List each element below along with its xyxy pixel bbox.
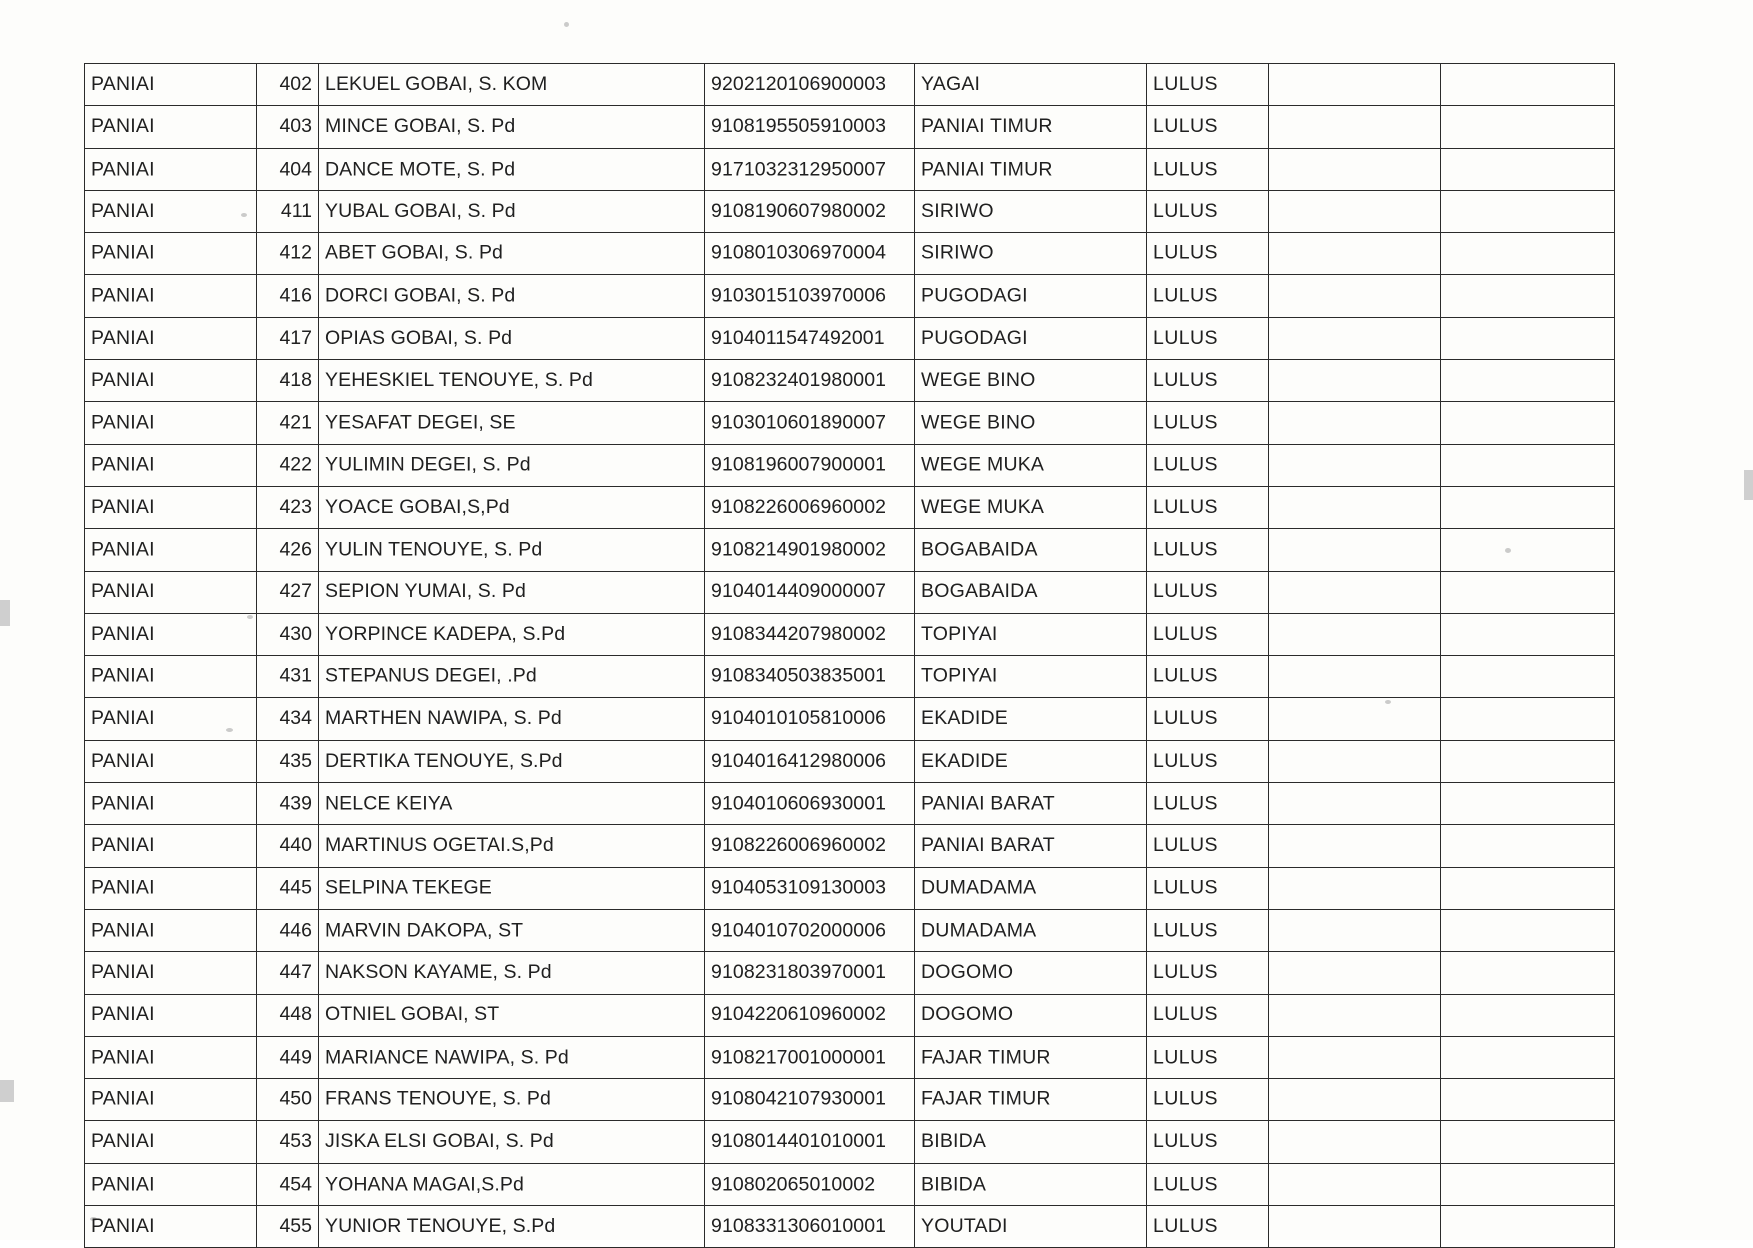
- cell-nik: 9108014401010001: [705, 1121, 915, 1163]
- cell-status: LULUS: [1147, 232, 1269, 274]
- cell-region: PANIAI: [85, 402, 257, 444]
- cell-region: PANIAI: [85, 317, 257, 359]
- cell-blank-1: [1269, 740, 1441, 782]
- cell-name: YORPINCE KADEPA, S.Pd: [319, 613, 705, 655]
- cell-district: DOGOMO: [915, 952, 1147, 994]
- cell-district: WEGE BINO: [915, 360, 1147, 402]
- cell-blank-1: [1269, 867, 1441, 909]
- applicant-results-table-container: [84, 63, 1614, 1248]
- cell-status: LULUS: [1147, 613, 1269, 655]
- cell-status: LULUS: [1147, 486, 1269, 528]
- cell-number: 445: [257, 867, 319, 909]
- cell-nik: 9103010601890007: [705, 402, 915, 444]
- cell-district: PANIAI BARAT: [915, 783, 1147, 825]
- cell-nik: 9104010702000006: [705, 910, 915, 952]
- cell-name: YESAFAT DEGEI, SE: [319, 402, 705, 444]
- cell-region: PANIAI: [85, 444, 257, 486]
- cell-name: SELPINA TEKEGE: [319, 867, 705, 909]
- cell-status: LULUS: [1147, 698, 1269, 740]
- cell-district: DUMADAMA: [915, 867, 1147, 909]
- scan-speck: [564, 22, 569, 27]
- cell-district: EKADIDE: [915, 698, 1147, 740]
- cell-region: PANIAI: [85, 1164, 257, 1206]
- cell-blank-1: [1269, 486, 1441, 528]
- cell-region: PANIAI: [85, 148, 257, 190]
- table-row: [85, 909, 1615, 951]
- cell-district: FAJAR TIMUR: [915, 1037, 1147, 1079]
- cell-district: PUGODAGI: [915, 275, 1147, 317]
- cell-region: PANIAI: [85, 232, 257, 274]
- table-row: [85, 1079, 1615, 1121]
- cell-blank-2: [1441, 529, 1615, 571]
- cell-blank-2: [1441, 571, 1615, 613]
- cell-number: 449: [257, 1037, 319, 1079]
- cell-number: 411: [257, 190, 319, 232]
- cell-name: FRANS TENOUYE, S. Pd: [319, 1078, 705, 1120]
- cell-region: PANIAI: [85, 783, 257, 825]
- cell-region: PANIAI: [85, 613, 257, 655]
- cell-region: PANIAI: [85, 190, 257, 232]
- cell-region: PANIAI: [85, 1206, 257, 1248]
- cell-blank-1: [1269, 952, 1441, 994]
- cell-status: LULUS: [1147, 1037, 1269, 1079]
- cell-blank-1: [1269, 64, 1441, 106]
- cell-nik: 9108232401980001: [705, 360, 915, 402]
- cell-nik: 9104220610960002: [705, 994, 915, 1036]
- cell-district: PANIAI TIMUR: [915, 148, 1147, 190]
- cell-status: LULUS: [1147, 64, 1269, 106]
- cell-district: BIBIDA: [915, 1164, 1147, 1206]
- cell-nik: 9104053109130003: [705, 867, 915, 909]
- cell-region: PANIAI: [85, 1078, 257, 1120]
- cell-number: 435: [257, 740, 319, 782]
- cell-region: PANIAI: [85, 360, 257, 402]
- cell-district: YOUTADI: [915, 1206, 1147, 1248]
- cell-district: TOPIYAI: [915, 613, 1147, 655]
- cell-blank-2: [1441, 613, 1615, 655]
- cell-district: PANIAI BARAT: [915, 825, 1147, 867]
- cell-blank-1: [1269, 1206, 1441, 1248]
- cell-district: WEGE MUKA: [915, 444, 1147, 486]
- cell-blank-1: [1269, 698, 1441, 740]
- cell-blank-1: [1269, 1164, 1441, 1206]
- table-row: [85, 486, 1615, 528]
- cell-blank-2: [1441, 655, 1615, 697]
- cell-blank-2: [1441, 317, 1615, 359]
- cell-region: PANIAI: [85, 867, 257, 909]
- cell-blank-1: [1269, 190, 1441, 232]
- cell-district: PUGODAGI: [915, 317, 1147, 359]
- cell-status: LULUS: [1147, 910, 1269, 952]
- table-row: [85, 402, 1615, 444]
- cell-name: NELCE KEIYA: [319, 783, 705, 825]
- cell-number: 427: [257, 571, 319, 613]
- cell-name: DANCE MOTE, S. Pd: [319, 148, 705, 190]
- cell-blank-1: [1269, 317, 1441, 359]
- table-row: [85, 1206, 1615, 1248]
- cell-blank-2: [1441, 486, 1615, 528]
- cell-name: YUBAL GOBAI, S. Pd: [319, 190, 705, 232]
- cell-blank-2: [1441, 275, 1615, 317]
- cell-name: YOHANA MAGAI,S.Pd: [319, 1164, 705, 1206]
- cell-number: 450: [257, 1078, 319, 1120]
- cell-district: BIBIDA: [915, 1121, 1147, 1163]
- cell-number: 416: [257, 275, 319, 317]
- cell-name: MINCE GOBAI, S. Pd: [319, 106, 705, 148]
- cell-nik: 9108010306970004: [705, 232, 915, 274]
- cell-name: MARIANCE NAWIPA, S. Pd: [319, 1037, 705, 1079]
- cell-number: 440: [257, 825, 319, 867]
- cell-status: LULUS: [1147, 275, 1269, 317]
- cell-name: DORCI GOBAI, S. Pd: [319, 275, 705, 317]
- cell-nik: 9108217001000001: [705, 1037, 915, 1079]
- cell-status: LULUS: [1147, 1206, 1269, 1248]
- cell-status: LULUS: [1147, 571, 1269, 613]
- cell-status: LULUS: [1147, 360, 1269, 402]
- cell-region: PANIAI: [85, 64, 257, 106]
- cell-name: YULIMIN DEGEI, S. Pd: [319, 444, 705, 486]
- table-row: [85, 994, 1615, 1036]
- cell-blank-2: [1441, 190, 1615, 232]
- applicant-results-table: [84, 63, 1615, 1248]
- cell-region: PANIAI: [85, 571, 257, 613]
- cell-district: DUMADAMA: [915, 910, 1147, 952]
- cell-blank-1: [1269, 613, 1441, 655]
- cell-blank-1: [1269, 232, 1441, 274]
- cell-nik: 9202120106900003: [705, 64, 915, 106]
- cell-blank-2: [1441, 64, 1615, 106]
- table-row: [85, 783, 1615, 825]
- cell-blank-2: [1441, 994, 1615, 1036]
- table-row: [85, 1036, 1615, 1078]
- cell-region: PANIAI: [85, 486, 257, 528]
- table-row: [85, 867, 1615, 909]
- cell-status: LULUS: [1147, 825, 1269, 867]
- cell-blank-1: [1269, 148, 1441, 190]
- cell-district: BOGABAIDA: [915, 529, 1147, 571]
- cell-number: 402: [257, 64, 319, 106]
- cell-status: LULUS: [1147, 655, 1269, 697]
- cell-nik: 9108331306010001: [705, 1206, 915, 1248]
- cell-blank-2: [1441, 1121, 1615, 1163]
- cell-status: LULUS: [1147, 190, 1269, 232]
- cell-blank-1: [1269, 783, 1441, 825]
- table-row: [85, 529, 1615, 571]
- cell-blank-2: [1441, 148, 1615, 190]
- cell-blank-2: [1441, 1037, 1615, 1079]
- cell-district: WEGE BINO: [915, 402, 1147, 444]
- cell-blank-1: [1269, 1078, 1441, 1120]
- cell-blank-1: [1269, 444, 1441, 486]
- cell-number: 412: [257, 232, 319, 274]
- cell-region: PANIAI: [85, 740, 257, 782]
- cell-name: YEHESKIEL TENOUYE, S. Pd: [319, 360, 705, 402]
- cell-nik: 9108340503835001: [705, 655, 915, 697]
- table-row: [85, 190, 1615, 232]
- cell-number: 404: [257, 148, 319, 190]
- cell-status: LULUS: [1147, 444, 1269, 486]
- cell-nik: 9104014409000007: [705, 571, 915, 613]
- cell-blank-2: [1441, 867, 1615, 909]
- cell-status: LULUS: [1147, 402, 1269, 444]
- cell-name: YULIN TENOUYE, S. Pd: [319, 529, 705, 571]
- cell-blank-1: [1269, 994, 1441, 1036]
- cell-blank-1: [1269, 402, 1441, 444]
- table-row: [85, 1121, 1615, 1163]
- cell-number: 454: [257, 1164, 319, 1206]
- cell-name: MARTINUS OGETAI.S,Pd: [319, 825, 705, 867]
- cell-name: YOACE GOBAI,S,Pd: [319, 486, 705, 528]
- table-row: [85, 233, 1615, 275]
- cell-status: LULUS: [1147, 1164, 1269, 1206]
- cell-blank-1: [1269, 655, 1441, 697]
- cell-status: LULUS: [1147, 783, 1269, 825]
- table-row: [85, 148, 1615, 190]
- table-row: [85, 106, 1615, 148]
- cell-blank-2: [1441, 783, 1615, 825]
- cell-district: PANIAI TIMUR: [915, 106, 1147, 148]
- cell-nik: 9108214901980002: [705, 529, 915, 571]
- table-row: [85, 952, 1615, 994]
- cell-number: 446: [257, 910, 319, 952]
- table-row: [85, 656, 1615, 698]
- cell-number: 434: [257, 698, 319, 740]
- cell-region: PANIAI: [85, 106, 257, 148]
- cell-status: LULUS: [1147, 529, 1269, 571]
- cell-blank-2: [1441, 952, 1615, 994]
- cell-region: PANIAI: [85, 952, 257, 994]
- table-row: [85, 740, 1615, 782]
- cell-nik: 9108196007900001: [705, 444, 915, 486]
- cell-status: LULUS: [1147, 1078, 1269, 1120]
- cell-number: 422: [257, 444, 319, 486]
- cell-nik: 9103015103970006: [705, 275, 915, 317]
- cell-number: 453: [257, 1121, 319, 1163]
- cell-name: JISKA ELSI GOBAI, S. Pd: [319, 1121, 705, 1163]
- cell-number: 448: [257, 994, 319, 1036]
- cell-nik: 9108190607980002: [705, 190, 915, 232]
- cell-status: LULUS: [1147, 952, 1269, 994]
- cell-region: PANIAI: [85, 825, 257, 867]
- table-row: [85, 275, 1615, 317]
- cell-blank-2: [1441, 698, 1615, 740]
- cell-nik: 9104010606930001: [705, 783, 915, 825]
- cell-nik: 9104016412980006: [705, 740, 915, 782]
- cell-blank-2: [1441, 444, 1615, 486]
- cell-name: MARTHEN NAWIPA, S. Pd: [319, 698, 705, 740]
- scan-edge-mark: [0, 1080, 14, 1102]
- cell-blank-2: [1441, 740, 1615, 782]
- table-body: [85, 64, 1615, 1248]
- cell-number: 418: [257, 360, 319, 402]
- cell-name: MARVIN DAKOPA, ST: [319, 910, 705, 952]
- cell-nik: 9108042107930001: [705, 1078, 915, 1120]
- cell-status: LULUS: [1147, 867, 1269, 909]
- cell-nik: 9104011547492001: [705, 317, 915, 359]
- cell-nik: 9108226006960002: [705, 486, 915, 528]
- cell-district: YAGAI: [915, 64, 1147, 106]
- cell-blank-1: [1269, 571, 1441, 613]
- cell-region: PANIAI: [85, 275, 257, 317]
- cell-blank-2: [1441, 360, 1615, 402]
- cell-district: TOPIYAI: [915, 655, 1147, 697]
- cell-nik: 9108195505910003: [705, 106, 915, 148]
- cell-name: ABET GOBAI, S. Pd: [319, 232, 705, 274]
- table-row: [85, 825, 1615, 867]
- cell-blank-1: [1269, 275, 1441, 317]
- cell-number: 431: [257, 655, 319, 697]
- cell-blank-2: [1441, 402, 1615, 444]
- cell-status: LULUS: [1147, 317, 1269, 359]
- cell-blank-2: [1441, 1206, 1615, 1248]
- cell-region: PANIAI: [85, 529, 257, 571]
- cell-blank-1: [1269, 360, 1441, 402]
- cell-number: 439: [257, 783, 319, 825]
- table-row: [85, 571, 1615, 613]
- cell-blank-1: [1269, 106, 1441, 148]
- cell-name: OPIAS GOBAI, S. Pd: [319, 317, 705, 359]
- cell-status: LULUS: [1147, 148, 1269, 190]
- cell-number: 403: [257, 106, 319, 148]
- table-row: [85, 317, 1615, 359]
- cell-nik: 910802065010002: [705, 1164, 915, 1206]
- cell-number: 421: [257, 402, 319, 444]
- cell-blank-2: [1441, 232, 1615, 274]
- cell-name: NAKSON KAYAME, S. Pd: [319, 952, 705, 994]
- cell-district: EKADIDE: [915, 740, 1147, 782]
- cell-nik: 9171032312950007: [705, 148, 915, 190]
- cell-blank-1: [1269, 1121, 1441, 1163]
- cell-nik: 9104010105810006: [705, 698, 915, 740]
- cell-status: LULUS: [1147, 1121, 1269, 1163]
- cell-blank-1: [1269, 910, 1441, 952]
- cell-nik: 9108231803970001: [705, 952, 915, 994]
- cell-region: PANIAI: [85, 910, 257, 952]
- cell-name: OTNIEL GOBAI, ST: [319, 994, 705, 1036]
- cell-status: LULUS: [1147, 106, 1269, 148]
- cell-district: SIRIWO: [915, 232, 1147, 274]
- cell-blank-2: [1441, 825, 1615, 867]
- table-row: [85, 1163, 1615, 1205]
- cell-number: 423: [257, 486, 319, 528]
- cell-district: SIRIWO: [915, 190, 1147, 232]
- cell-blank-2: [1441, 106, 1615, 148]
- cell-status: LULUS: [1147, 994, 1269, 1036]
- cell-region: PANIAI: [85, 655, 257, 697]
- table-row: [85, 613, 1615, 655]
- cell-number: 455: [257, 1206, 319, 1248]
- cell-region: PANIAI: [85, 994, 257, 1036]
- cell-blank-2: [1441, 910, 1615, 952]
- cell-district: BOGABAIDA: [915, 571, 1147, 613]
- table-row: [85, 444, 1615, 486]
- cell-region: PANIAI: [85, 698, 257, 740]
- table-row: [85, 360, 1615, 402]
- cell-name: STEPANUS DEGEI, .Pd: [319, 655, 705, 697]
- scan-edge-mark: [0, 600, 10, 626]
- cell-status: LULUS: [1147, 740, 1269, 782]
- cell-number: 447: [257, 952, 319, 994]
- cell-nik: 9108226006960002: [705, 825, 915, 867]
- cell-blank-1: [1269, 825, 1441, 867]
- cell-number: 417: [257, 317, 319, 359]
- cell-name: SEPION YUMAI, S. Pd: [319, 571, 705, 613]
- cell-blank-1: [1269, 529, 1441, 571]
- cell-name: YUNIOR TENOUYE, S.Pd: [319, 1206, 705, 1248]
- cell-blank-1: [1269, 1037, 1441, 1079]
- cell-name: LEKUEL GOBAI, S. KOM: [319, 64, 705, 106]
- cell-blank-2: [1441, 1078, 1615, 1120]
- cell-district: DOGOMO: [915, 994, 1147, 1036]
- table-row: [85, 698, 1615, 740]
- cell-district: FAJAR TIMUR: [915, 1078, 1147, 1120]
- cell-nik: 9108344207980002: [705, 613, 915, 655]
- cell-number: 430: [257, 613, 319, 655]
- cell-name: DERTIKA TENOUYE, S.Pd: [319, 740, 705, 782]
- table-row: [85, 64, 1615, 106]
- cell-district: WEGE MUKA: [915, 486, 1147, 528]
- cell-blank-2: [1441, 1164, 1615, 1206]
- cell-region: PANIAI: [85, 1121, 257, 1163]
- cell-number: 426: [257, 529, 319, 571]
- cell-region: PANIAI: [85, 1037, 257, 1079]
- scan-edge-mark: [1744, 470, 1753, 500]
